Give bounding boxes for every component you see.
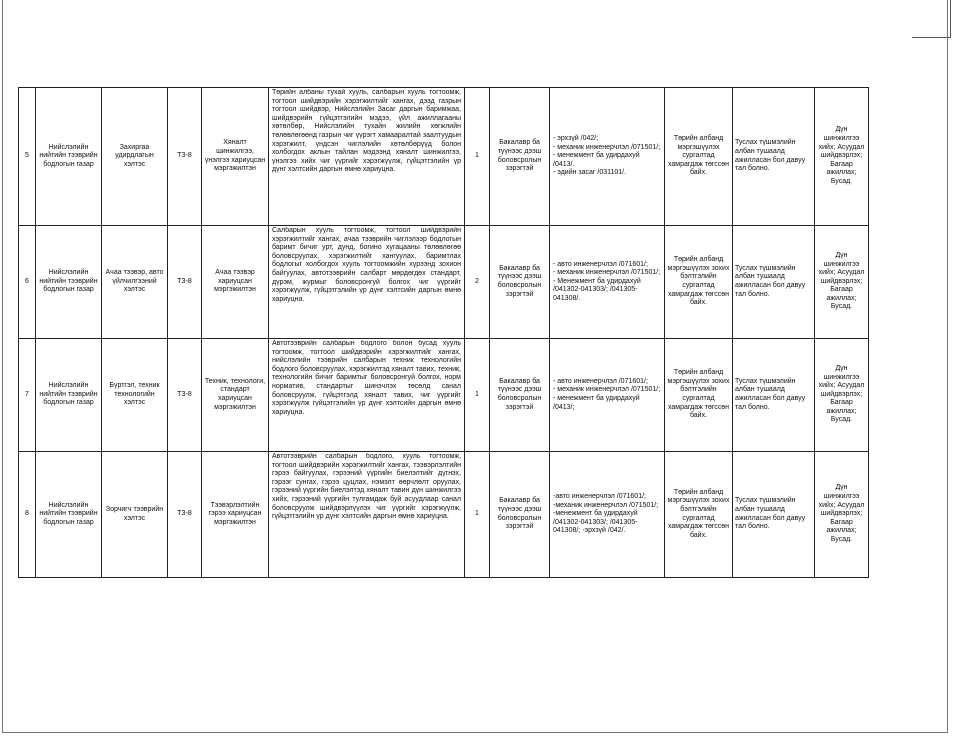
- duties: [269, 88, 465, 226]
- profession-requirements: - авто инженерчлэл /071601/; - механик инженерчлэл /071501/; - менежмент ба удирдахуй /0413/;: [550, 339, 665, 452]
- advantage: Туслах түшмэлийн албан тушаалд ажилласан бол давуу тал болно.: [733, 339, 815, 452]
- education: Бакалавр ба түүнээс дээш боловсролын зэрэгтэй: [490, 339, 550, 452]
- vacancy-count: 1: [465, 452, 490, 578]
- profession-requirements: -авто инженерчлэл /071601/; -механик инженерчлэл /071501/; -менежмент ба удирдахуй /041302-041303/; /041305-041308/; -эрхзүй /042/.: [550, 452, 665, 578]
- table-row: [19, 88, 869, 226]
- duties-text: Төрийн албаны тухай хууль, салбарын хууль тогтоомж, тогтоол шийдвэрийн хэрэгжилтийг хангах, дээд газрын тогтоол шийдвэр, Нийслэлийн Засаг даргын баримжаа, шийдвэрийн гүйцэтгэлийн мэдээ, үйл ажиллагааны хөтөлбөр, Нийслэлийн тухайн жилийн хөгжлийн төлөвлөгөөнд газрын чиг үүрэгт хамааралтай заалтуудын хэрэгжилт, үндсэн чиглэлийн хөтөлбөрүүд болон холбогдох аклын тайлан мэдээнд хяналт шинжилгээ, үнэлгээ хийх чиг үүргийг хэрэгжүүлж, гүйцэтгэлийн үр дүнг хэлтсийн даргын өмнө хариуцна.: [272, 89, 461, 174]
- duties: [269, 452, 465, 578]
- table-row: [19, 339, 869, 452]
- skills: Дүн шинжилгээ хийх; Асуудал шийдвэрлэх; Багаар ажиллах; Бусад.: [815, 452, 869, 578]
- duties: [269, 226, 465, 339]
- skills: Дүн шинжилгээ хийх; Асуудал шийдвэрлэх; Багаар ажиллах; Бусад.: [815, 88, 869, 226]
- position-title: Тээвэрлэлтийн гэрээ хариуцсан мэргэжилтэн: [202, 452, 269, 578]
- duties: [269, 339, 465, 452]
- row-number: 5: [19, 88, 36, 226]
- advantage: Туслах түшмэлийн албан тушаалд ажилласан бол давуу тал болно.: [733, 452, 815, 578]
- education: Бакалавр ба түүнээс дээш боловсролын зэрэгтэй: [490, 452, 550, 578]
- department: Захиргаа удирдлагын хэлтэс: [102, 88, 168, 226]
- education: Бакалавр ба түүнээс дээш боловсролын зэрэгтэй: [490, 88, 550, 226]
- position-title: Техник, технологи, стандарт хариуцсан мэргэжилтэн: [202, 339, 269, 452]
- page-corner-fold: [912, 0, 951, 38]
- duties-text: Автотээврийн салбарын бодлого, хууль тогтоомж, тогтоол шийдвэрийн хэрэгжилтийг хангах, тээвэрлэлтийн гэрээ байгуулах, гэрээний үүргийн биелэлтийг дүгнэх, гэрээг сунгах, гэрээ цуцлах, нэмэлт өөрчлөлт оруулах, гэрээний үүргийн биелэлтэд хяналт тавин дүн шинжилгээ хийх, гэрээний үүргийн тулгамдаж буй асуудлаар санал боловсруулж шийдвэрлүүлэх чиг үүргийг хэрэгжүүлж, гүйцэтгэлийн үр дүнг хэлтсийн даргын өмнө хариуцна.: [272, 453, 461, 521]
- grade: ТЗ-8: [168, 452, 202, 578]
- grade: ТЗ-8: [168, 339, 202, 452]
- education: Бакалавр ба түүнээс дээш боловсролын зэрэгтэй: [490, 226, 550, 339]
- advantage: Туслах түшмэлийн албан тушаалд ажилласан бол давуу тал болно.: [733, 88, 815, 226]
- position-title: Ачаа тээвэр хариуцсан мэргэжилтэн: [202, 226, 269, 339]
- training-requirement: Төрийн албанд мэргэшүүлэх зохих бэлтгэлийн сургалтад хамрагдаж төгссөн байх.: [665, 226, 733, 339]
- training-requirement: Төрийн албанд мэргэшүүлэх зохих бэлтгэлийн сургалтад хамрагдаж төгссөн байх.: [665, 452, 733, 578]
- grade: ТЗ-8: [168, 226, 202, 339]
- department: Бүртгэл, техник технологийн хэлтэс: [102, 339, 168, 452]
- grade: ТЗ-8: [168, 88, 202, 226]
- row-number: 6: [19, 226, 36, 339]
- vacancy-count: 2: [465, 226, 490, 339]
- training-requirement: Төрийн албанд мэргэшүүлэх сургалтад хамрагдаж төгссөн байх.: [665, 88, 733, 226]
- advantage: Туслах түшмэлийн албан тушаалд ажилласан бол давуу тал болно.: [733, 226, 815, 339]
- organization: Нийслэлийн нийтийн тээврийн бодлогын газар: [36, 88, 102, 226]
- profession-requirements: - авто инженерчлэл /071601/; - механик инженерчлэл /071501/; - Менежмент ба удирдахуй /041302-041303/; /041305-041308/.: [550, 226, 665, 339]
- skills: Дүн шинжилгээ хийх; Асуудал шийдвэрлэх; Багаар ажиллах; Бусад.: [815, 226, 869, 339]
- training-requirement: Төрийн албанд мэргэшүүлэх зохих бэлтгэлийн сургалтад хамрагдаж төгссөн байх.: [665, 339, 733, 452]
- row-number: 8: [19, 452, 36, 578]
- organization: Нийслэлийн нийтийн тээврийн бодлогын газар: [36, 226, 102, 339]
- row-number: 7: [19, 339, 36, 452]
- table-row: [19, 226, 869, 339]
- position-title: Хяналт шинжилгээ, үнэлгээ хариуцсан мэргэжилтэн: [202, 88, 269, 226]
- vacancy-count: 1: [465, 339, 490, 452]
- duties-text: Салбарын хууль тогтоомж, тогтоол шийдвэрийн хэрэгжилтийг хангах, ачаа тээврийн чиглэлээр бодлогын баримт бичиг урт, дунд, богино хугацааны төлөвлөгөө боловсруулах, хэрэгжилтийг хангуулах, баримтлах бодлогыг холбогдох хууль тогтоомжийн хүрээнд зохион байгуулах, автотээврийн салбарт мөрдөгдөх стандарт, дүрэм, журмыг боловсронгуй болгох чиг үүргийг хэрэгжүүлж, гүйцэтгэлийн үр дүнг хэлтсийн даргын өмнө хариуцна.: [272, 227, 461, 303]
- vacancy-table: [18, 87, 869, 578]
- organization: Нийслэлийн нийтийн тээврийн бодлогын газар: [36, 452, 102, 578]
- organization: Нийслэлийн нийтийн тээврийн бодлогын газар: [36, 339, 102, 452]
- skills: Дүн шинжилгээ хийх; Асуудал шийдвэрлэх; Багаар ажиллах; Бусад.: [815, 339, 869, 452]
- vacancy-count: 1: [465, 88, 490, 226]
- table-row: [19, 452, 869, 578]
- duties-text: Автотээврийн салбарын бодлого болон бусад хууль тогтоомж, тогтоол шийдвэрийн хэрэгжилтийг хангах, нийслэлийн тээврийн салбарын техник технологийн бодлого боловсруулах, хэрэгжилтэд хяналт тавих, техник, технологийн бичиг баримтыг боловсронгуй болгох, норм норматив, стандартыг шинэчлэх төсөлд санал боловсруулж, гүйцэтгэлд хяналт тавих, чиг үүргийг хэрэгжүүлж гүйцэтгэлийн үр дүнг хэлтсийн даргын өмнө хариуцна.: [272, 340, 461, 416]
- department: Ачаа тээвэр, авто үйлчилгээний хэлтэс: [102, 226, 168, 339]
- profession-requirements: - эрхзүй /042/; - механик инженерчлэл /071501/; - менежмент ба удирдахуй /0413/. - эдийн засаг /031101/.: [550, 88, 665, 226]
- department: Зорчигч тээврийн хэлтэс: [102, 452, 168, 578]
